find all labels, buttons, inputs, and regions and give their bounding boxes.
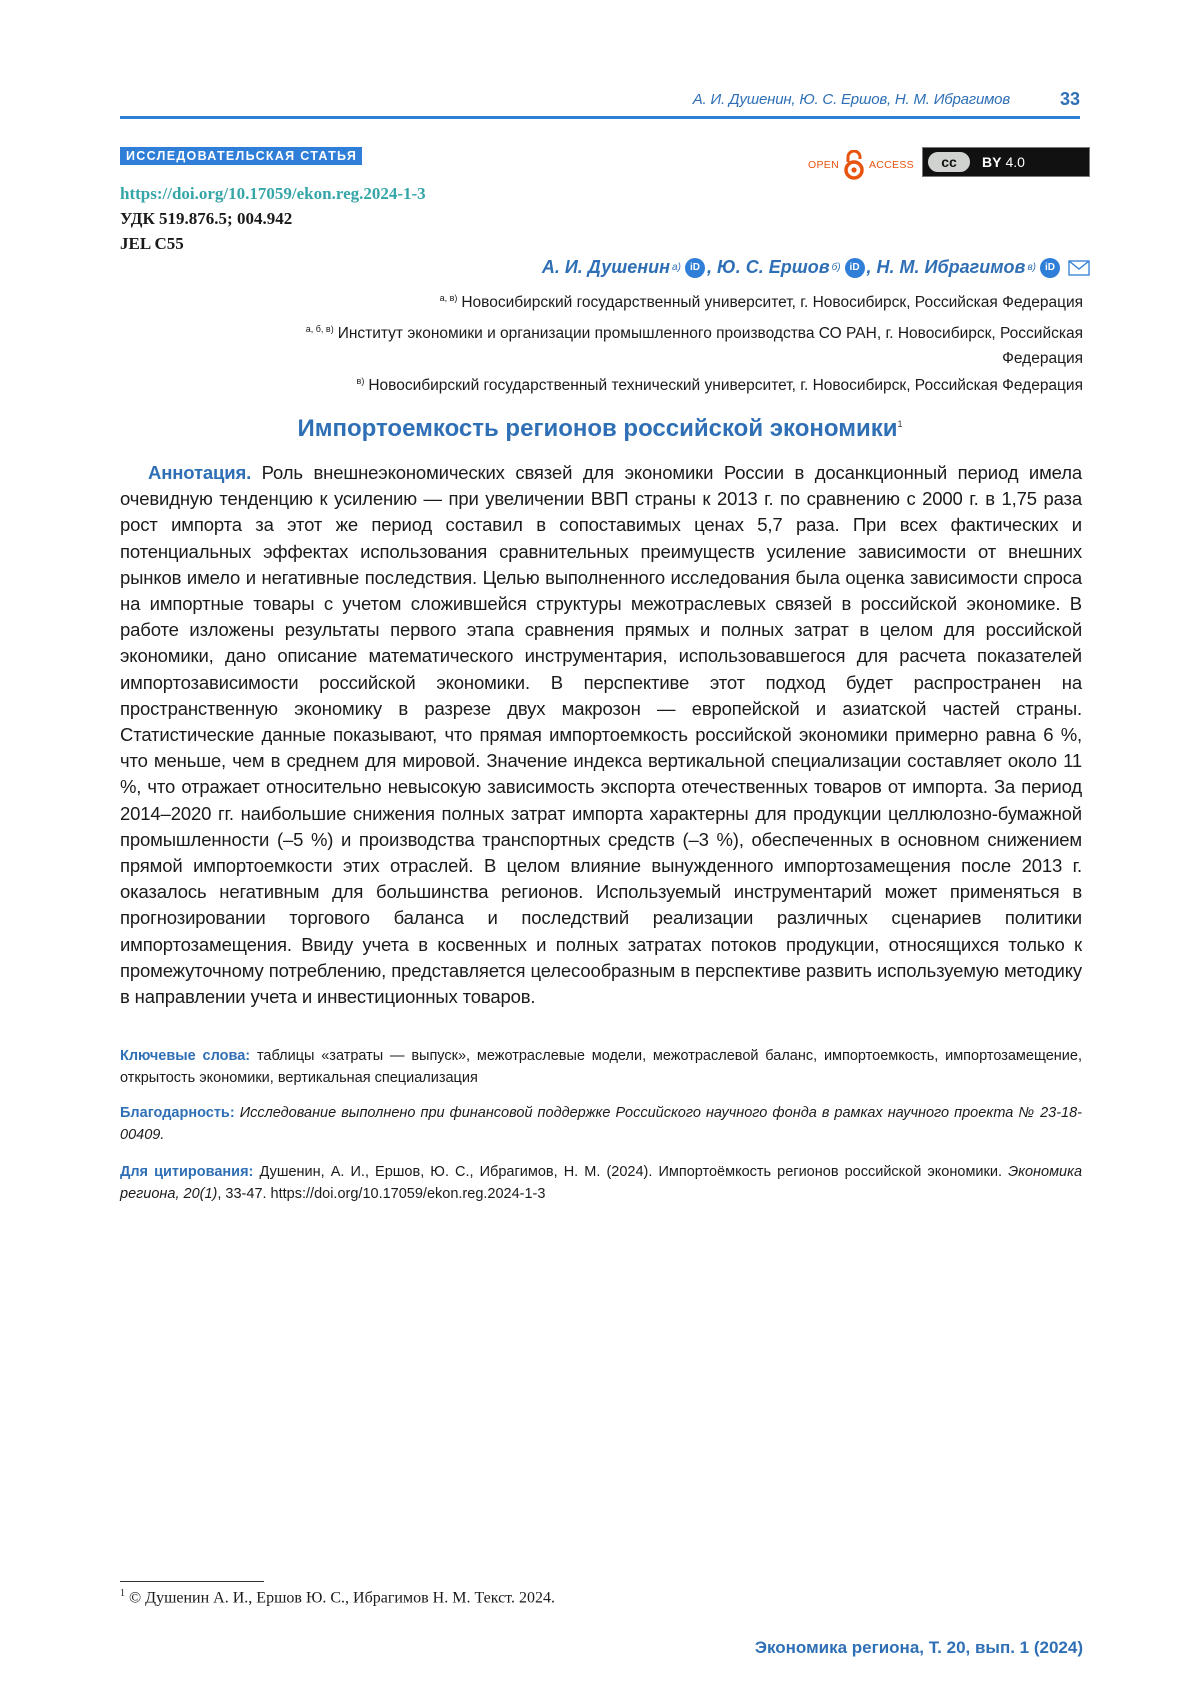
citation-text: Душенин, А. И., Ершов, Ю. С., Ибрагимов, Н. М. (2024). Импортоёмкость регионов российской экономики. [259,1164,1002,1180]
citation-label: Для цитирования: [120,1164,254,1180]
author-name: , Н. М. Ибрагимов [866,257,1026,277]
acknowledgment-text: Исследование выполнено при финансовой поддержке Российского научного фонда в рамках научного проекта № 23-18-00409. [120,1105,1082,1143]
abstract [120,460,1082,1010]
title-footnote-mark: 1 [897,419,903,429]
cc-logo-icon: cc [926,150,972,174]
udk-code: УДК 519.876.5; 004.942 [120,209,293,228]
article-title [120,415,1080,443]
acknowledgment-label: Благодарность: [120,1105,235,1121]
journal-footer: Экономика региона, Т. 20, вып. 1 (2024) [754,1638,1083,1657]
title-text: Импортоемкость регионов российской экономики [297,415,898,442]
doi-link[interactable]: https://doi.org/10.17059/ekon.reg.2024-1-3 [120,184,426,203]
license-type: BY 4.0 [982,154,1025,170]
orcid-icon[interactable]: iD [685,258,705,278]
orcid-icon[interactable]: iD [845,258,865,278]
footnote [120,1588,555,1607]
open-access-lock-icon [843,150,865,180]
keywords-text: таблицы «затраты — выпуск», межотраслевые модели, межотраслевой баланс, импортоемкость, импортозамещение, открытость экономики, вертикальная специализация [120,1048,1083,1086]
abstract-text: Роль внешнеэкономических связей для экономики России в досанкционный период имела очевидную тенденцию к усилению — при увеличении ВВП страны к 2013 г. по сравнению с 2000 г. в 1,75 раза рост импорта за этот же период составил в сопоставимых ценах 5,7 раза. При всех фактических и потенциальных эффектах использования сравнительных преимуществ усиление зависимости от внешних рынков имело и негативные последствия. Целью выполненного исследования была оценка зависимости спроса на импортные товары с учетом сложившейся структуры межотраслевых связей в российской экономике. В работе изложены результаты первого этапа сравнения прямых и полных затрат в целом для российской экономики, дано описание математического инструментария, использовавшегося для расчета показателей импортозависимости российской экономики. В перспективе этот подход будет распространен на пространственную экономику в разрезе двух макрозон — европейской и азиатской частей страны. Статистические данные показывают, что прямая импортоемкость российской экономики примерно равна 6 %, что меньше, чем в среднем для мировой. Значение индекса вертикальной специализации составляет около 11 %, что отражает относительно невысокую зависимость экспорта отечественных товаров от импорта. За период 2014–2020 гг. наибольшие снижения полных затрат импорта характерны для продукции целлюлозно-бумажной промышленности (–5 %) и производства транспортных средств (–3 %), обеспеченных в основном снижением прямой импортоемкости этих отраслей. В целом влияние вынужденного импортозамещения после 2013 г. оказалось негативным для большинства регионов. Используемый инструментарий может применяться в прогнозировании торгового баланса и последствий реализации различных сценариев политики импортозамещения. Ввиду учета в косвенных и полных затратах потоков продукции, относящихся только к промежуточному потреблению, представляется целесообразным в перспективе развить используемую методику в направлении учета и инвестиционных товаров. [120,462,1082,1008]
affiliation-text: Новосибирский государственный технический университет, г. Новосибирск, Российская Федерация [368,377,1083,395]
open-access-left-text: OPEN [808,159,839,171]
affiliation [303,317,1083,371]
author-affiliation-mark: а) [672,262,681,273]
citation-pages-doi[interactable]: , 33-47. https://doi.org/10.17059/ekon.reg.2024-1-3 [217,1185,546,1202]
affiliation-text: Новосибирский государственный университет, г. Новосибирск, Российская Федерация [461,294,1083,312]
orcid-icon[interactable]: iD [1040,258,1060,278]
keywords-label: Ключевые слова: [120,1048,251,1064]
keywords [120,1046,1082,1089]
author-affiliation-mark: в) [1027,262,1036,273]
open-access-right-text: ACCESS [868,159,914,171]
footnote-mark: 1 [120,1588,125,1599]
affiliation-text: Институт экономики и организации промышленного производства СО РАН, г. Новосибирск, Российская Федерация [337,325,1083,368]
author-affiliation-mark: б) [831,262,841,273]
abstract-label: Аннотация. [148,462,252,483]
footnote-rule [120,1581,264,1582]
author-name: , Ю. С. Ершов [706,257,830,277]
jel-code: JEL C55 [120,234,184,253]
running-header [120,86,1080,112]
affiliation-mark: а, в) [439,293,458,303]
affiliation-mark: в) [356,376,365,386]
affiliation-mark: а, б, в) [305,324,334,334]
affiliation [440,286,1083,315]
citation-journal: Экономика региона, 20(1) [120,1164,1083,1202]
authors-line [542,257,1090,278]
article-type-label: ИССЛЕДОВАТЕЛЬСКАЯ СТАТЬЯ [120,147,362,165]
footnote-text: © Душенин А. И., Ершов Ю. С., Ибрагимов Н. М. Текст. 2024. [129,1589,555,1607]
affiliation [357,369,1083,398]
header-rule [120,116,1080,119]
cc-license-badge[interactable] [922,147,1090,177]
open-access-badge [808,150,914,180]
mail-icon[interactable] [1068,260,1090,276]
acknowledgment [120,1103,1082,1146]
running-authors: А. И. Душенин, Ю. С. Ершов, Н. М. Ибрагимов [692,90,1010,108]
author-name: А. И. Душенин [541,257,671,277]
page-number: 33 [1059,88,1080,109]
citation [120,1162,1082,1205]
